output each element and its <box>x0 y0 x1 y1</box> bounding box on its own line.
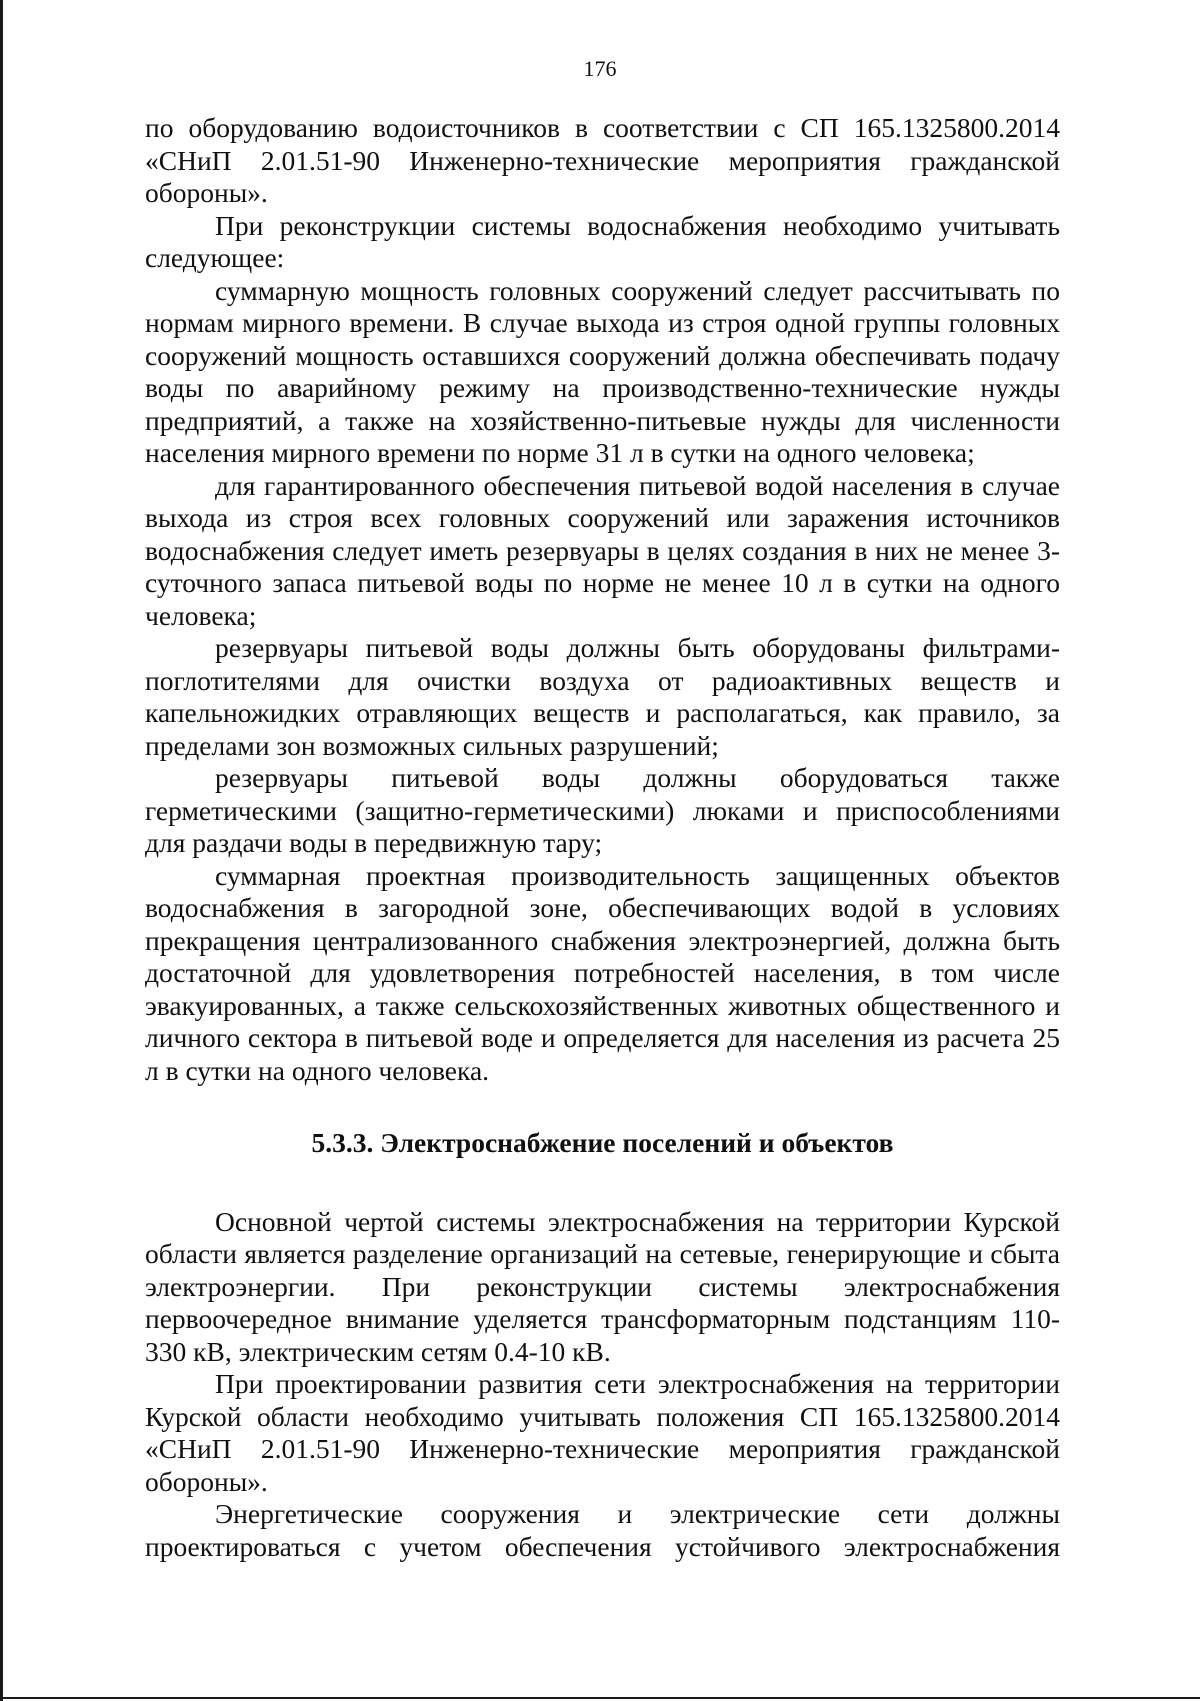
scan-border-bottom <box>0 1697 1200 1699</box>
paragraph-power-network-design: При проектировании развития сети электроснабжения на территории Курской области необходимо учитывать положения СП 165.1325800.2014 «СНиП 2.01.51-90 Инженерно-технические мероприятия гражданской обороны». <box>145 1368 1060 1497</box>
paragraph-reservoir-filters: резервуары питьевой воды должны быть оборудованы фильтрами-поглотителями для очистки воздуха от радиоактивных веществ и капельножидких отравляющих веществ и располагаться, как правило, за пределами зон возможных сильных разрушений; <box>145 632 1060 761</box>
paragraph-power-system-overview: Основной чертой системы электроснабжения на территории Курской области является разделение организаций на сетевые, генерирующие и сбыта электроэнергии. При реконструкции системы электроснабжения первоочередное внимание уделяется трансформаторным подстанциям 110-330 кВ, электрическим сетям 0.4-10 кВ. <box>145 1205 1060 1367</box>
scan-border-left <box>0 0 3 1701</box>
paragraph-total-capacity: суммарная проектная производительность защищенных объектов водоснабжения в загородной зоне, обеспечивающих водой в условиях прекращения централизованного снабжения электроэнергией, должна быть достаточной для удовлетворения потребностей населения, в том числе эвакуированных, а также сельскохозяйственных животных общественного и личного сектора в питьевой воде и определяется для населения из расчета 25 л в сутки на одного человека. <box>145 859 1060 1086</box>
paragraph-continuation: по оборудованию водоисточников в соответствии с СП 165.1325800.2014 «СНиП 2.01.51-90 Инженерно-технические мероприятия гражданской обороны». <box>145 112 1060 208</box>
paragraph-energy-structures: Энергетические сооружения и электрические сети должны проектироваться с учетом обеспечения устойчивого электроснабжения <box>145 1498 1060 1562</box>
page-number: 176 <box>583 56 617 81</box>
document-body <box>145 112 1060 1563</box>
section-heading: 5.3.3. Электроснабжение поселений и объектов <box>311 1127 894 1158</box>
paragraph-guaranteed-water-supply: для гарантированного обеспечения питьевой водой населения в случае выхода из строя всех головных сооружений или заражения источников водоснабжения следует иметь резервуары в целях создания в них не менее 3-суточного запаса питьевой воды по норме не менее 10 л в сутки на одного человека; <box>145 469 1060 631</box>
paragraph-head-structures-capacity: суммарную мощность головных сооружений следует рассчитывать по нормам мирного времени. В случае выхода из строя одной группы головных сооружений мощность оставшихся сооружений должна обеспечивать подачу воды по аварийному режиму на производственно-технические нужды предприятий, а также на хозяйственно-питьевые нужды для численности населения мирного времени по норме 31 л в сутки на одного человека; <box>145 274 1060 468</box>
paragraph-reservoir-hatches: резервуары питьевой воды должны оборудоваться также герметическими (защитно-герметическими) люками и приспособлениями для раздачи воды в передвижную тару; <box>145 762 1060 858</box>
paragraph-reconstruction-intro: При реконструкции системы водоснабжения необходимо учитывать следующее: <box>145 209 1060 273</box>
